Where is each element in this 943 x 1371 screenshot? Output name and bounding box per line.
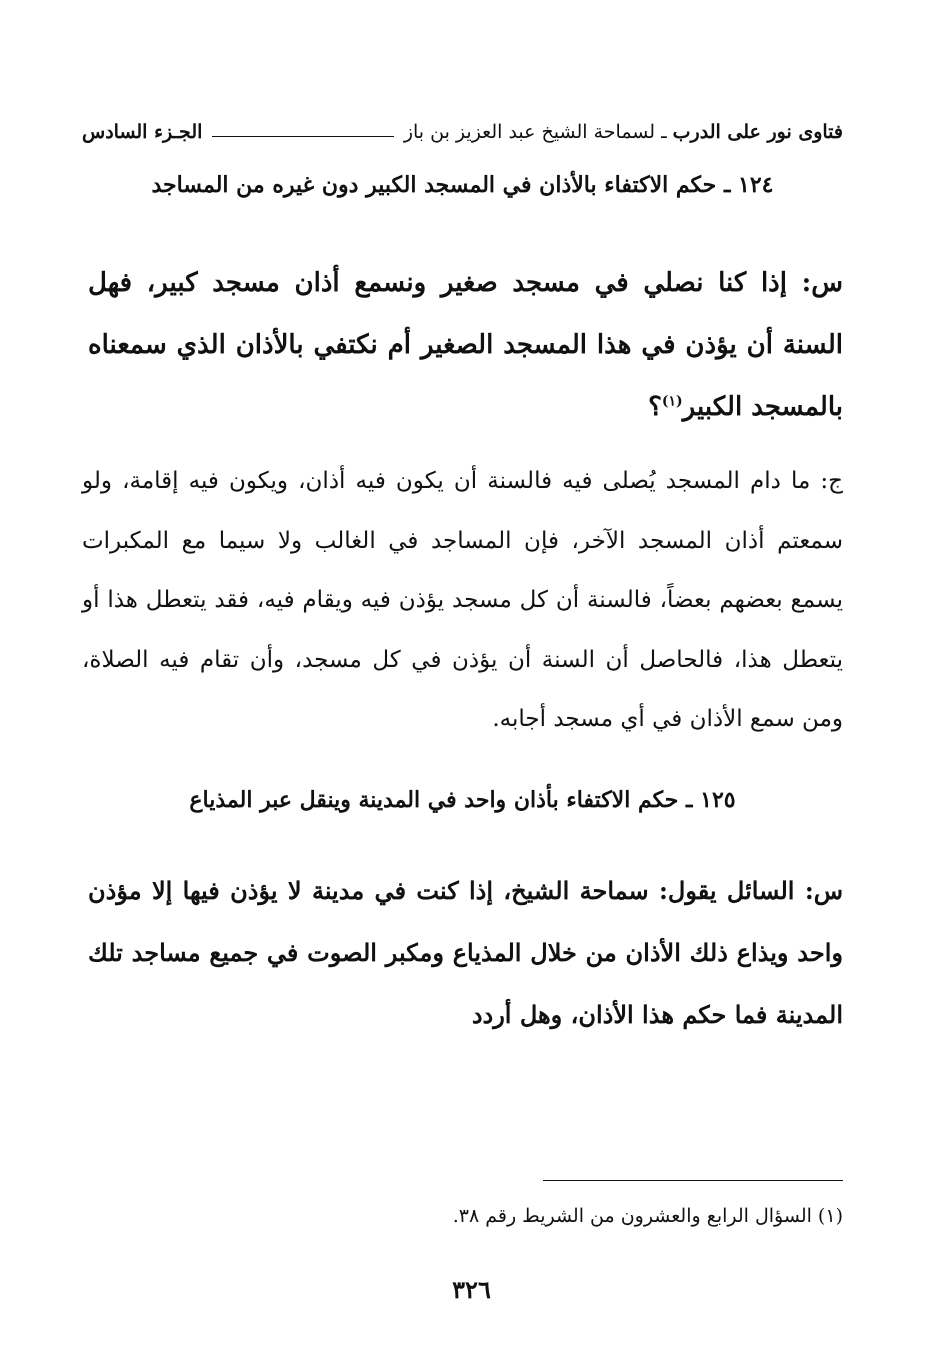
footnote-rule bbox=[543, 1180, 843, 1181]
running-header bbox=[82, 112, 843, 152]
page-number: ٣٢٦ bbox=[452, 1275, 491, 1304]
section-heading-125: ١٢٥ ـ حكم الاكتفاء بأذان واحد في المدينة وينقل عبر المذياع bbox=[189, 787, 736, 813]
header-rule bbox=[212, 136, 393, 137]
question-text: س: إذا كنا نصلي في مسجد صغير ونسمع أذان مسجد كبير، فهل السنة أن يؤذن في هذا المسجد الصغير أم نكتفي بالأذان الذي سمعناه بالمسجد الكبير bbox=[88, 268, 843, 422]
part-label: الجـزء السادس bbox=[82, 121, 203, 143]
footnote-mark: (١) bbox=[661, 393, 683, 410]
section-heading-124: ١٢٤ ـ حكم الاكتفاء بالأذان في المسجد الكبير دون غيره من المساجد bbox=[151, 172, 774, 198]
footnote: (١) السؤال الرابع والعشرون من الشريط رقم ٣٨. bbox=[452, 1205, 843, 1227]
book-title: فتاوى نور على الدرب bbox=[672, 121, 843, 143]
question-end: ؟ bbox=[648, 392, 662, 422]
question-124 bbox=[88, 252, 843, 438]
author-name: ـ لسماحة الشيخ عبد العزيز بن باز bbox=[403, 121, 667, 143]
answer-124: ج: ما دام المسجد يُصلى فيه فالسنة أن يكون فيه أذان، ويكون فيه إقامة، ولو سمعتم أذان المسجد الآخر، فإن المساجد في الغالب ولا سيما مع المكبرات يسمع بعضهم بعضاً، فالسنة أن كل مسجد يؤذن فيه ويقام فيه، فقد يتعطل هذا أو يتعطل هذا، فالحاصل أن السنة أن يؤذن في كل مسجد، وأن تقام فيه الصلاة، ومن سمع الأذان في أي مسجد أجابه. bbox=[82, 468, 843, 732]
question-125: س: السائل يقول: سماحة الشيخ، إذا كنت في مدينة لا يؤذن فيها إلا مؤذن واحد ويذاع ذلك الأذان من خلال المذياع ومكبر الصوت في جميع مساجد تلك المدينة فما حكم هذا الأذان، وهل أردد bbox=[88, 876, 843, 1029]
